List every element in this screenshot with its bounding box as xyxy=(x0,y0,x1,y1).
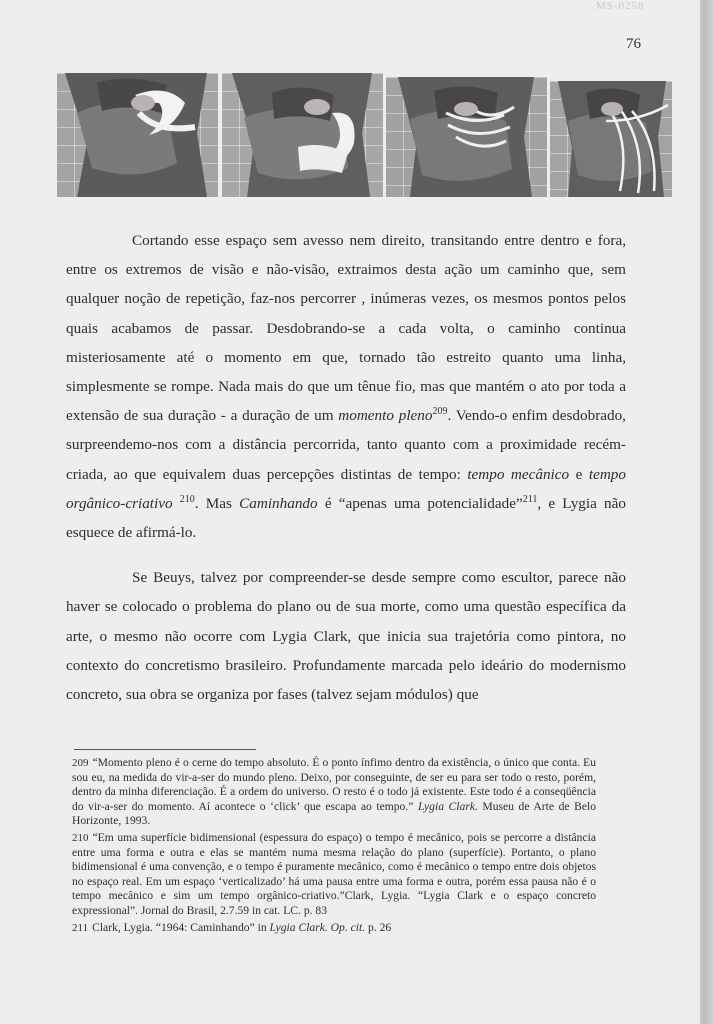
paragraph-2: Se Beuys, talvez por compreender-se desde sempre como escultor, parece não haver se colocado o problema do plano ou de sua morte, como uma questão específica da arte, o mesmo não ocorre com Lygia Clark, que inicia sua trajetória como pintora, no contexto do concretismo brasileiro. Profundamente marcada pelo ideário do modernismo concreto, sua obra se organiza por fases (talvez sejam módulos) que xyxy=(66,569,626,704)
paragraph-1-conjunction: e xyxy=(569,465,589,483)
photo-4 xyxy=(550,81,672,197)
footnote-divider xyxy=(74,749,256,750)
footnote-source: Museu de Arte de Belo Horizonte, 1993. xyxy=(72,799,596,828)
photo-1 xyxy=(57,73,218,197)
footnote-ref-209: 209 xyxy=(432,406,448,418)
footnote-211 xyxy=(72,921,596,936)
footnote-209 xyxy=(72,756,596,829)
footnote-ref-211: 211 xyxy=(522,493,538,505)
body-text xyxy=(66,226,626,709)
paragraph-1-text-c: . Mas xyxy=(194,494,240,512)
footnote-source: Lygia Clark. Op. cit. xyxy=(269,920,366,934)
footnotes xyxy=(72,756,596,937)
book-edge xyxy=(700,0,713,1024)
corner-mark: MS-0258 xyxy=(596,0,645,12)
photo-2 xyxy=(222,73,383,197)
footnote-text: Clark, Lygia. “1964: Caminhando” in xyxy=(92,920,270,934)
page-number: 76 xyxy=(626,36,641,52)
photo-3 xyxy=(386,77,547,197)
emphasis-tempo-mecanico: tempo mecânico xyxy=(467,465,570,483)
footnote-page: p. 26 xyxy=(365,920,392,934)
footnote-ref-210: 210 xyxy=(179,493,195,505)
paragraph-1-text-b: . Vendo-o enfim desdobrado, surpreendemo-nos com a distância percorrida, tanto quanto com a proximidade recém-criada, ao que equivalem duas percepções distintas de tempo: xyxy=(66,407,626,483)
footnote-number: 210 xyxy=(72,831,89,844)
footnote-author: Lygia Clark. xyxy=(417,799,478,813)
footnote-number: 211 xyxy=(72,921,89,934)
paragraph-1-text-end: , e Lygia não esquece de afirmá-lo. xyxy=(66,494,626,542)
photo-strip xyxy=(0,73,700,197)
footnote-210 xyxy=(72,831,596,919)
paragraph-1 xyxy=(66,226,626,547)
footnote-number: 209 xyxy=(72,757,89,769)
emphasis-momento-pleno: momento pleno xyxy=(338,407,433,425)
emphasis-caminhando: Caminhando xyxy=(239,494,318,512)
footnote-text: “Momento pleno é o cerne do tempo absoluto. É o ponto ínfimo dentro da existência, o único que conta. Eu sou eu, na medida do vir-a-ser do mundo pleno. Deixo, por conseguinte, de ser eu para ser todo o resto, porém, dentro da minha diferenciação. É a ordem do universo. O resto é o todo já existente. Este todo é a conseqüência do vir-a-ser do momento. Aí acontece o ‘click’ que escapa ao tempo.” xyxy=(72,756,596,813)
emphasis-tempo-organico: tempo orgânico-criativo xyxy=(66,465,626,512)
footnote-text: “Em uma superfície bidimensional (espessura do espaço) o tempo é mecânico, pois se percorre a distância entre uma forma e outra e elas se mantém numa mesma relação do plano (superfície). Portanto, o plano bidimensional é uma convenção, e o tempo é puramente mecânico, como é mecânico o tempo entre dois objetos no espaço real. Em um espaço ‘verticalizado’ há uma pausa entre uma forma e outra, porém essa pausa não é o tempo mecânico e sim um tempo orgânico-criativo.”Clark, Lygia. “Lygia Clark e o espaço concreto expressional”. Jornal do Brasil, 2.7.59 in cat. LC. p. 83 xyxy=(72,830,596,917)
paragraph-1-quote: é “apenas uma potencialidade” xyxy=(317,494,523,512)
paragraph-1-text-a: Cortando esse espaço sem avesso nem direito, transitando entre dentro e fora, entre os extremos de visão e não-visão, extraimos desta ação um caminho que, sem qualquer noção de repetição, faz-nos percorrer , inúmeras vezes, os mesmos pontos pelos quais acabamos de passar. Desdobrando-se a cada volta, o caminho continua misteriosamente até o momento em que, tornado tão estreito quanto uma linha, simplesmente se rompe. Nada mais do que um tênue fio, mas que mantém o ato por toda a extensão de sua duração - a duração de um xyxy=(66,232,626,425)
